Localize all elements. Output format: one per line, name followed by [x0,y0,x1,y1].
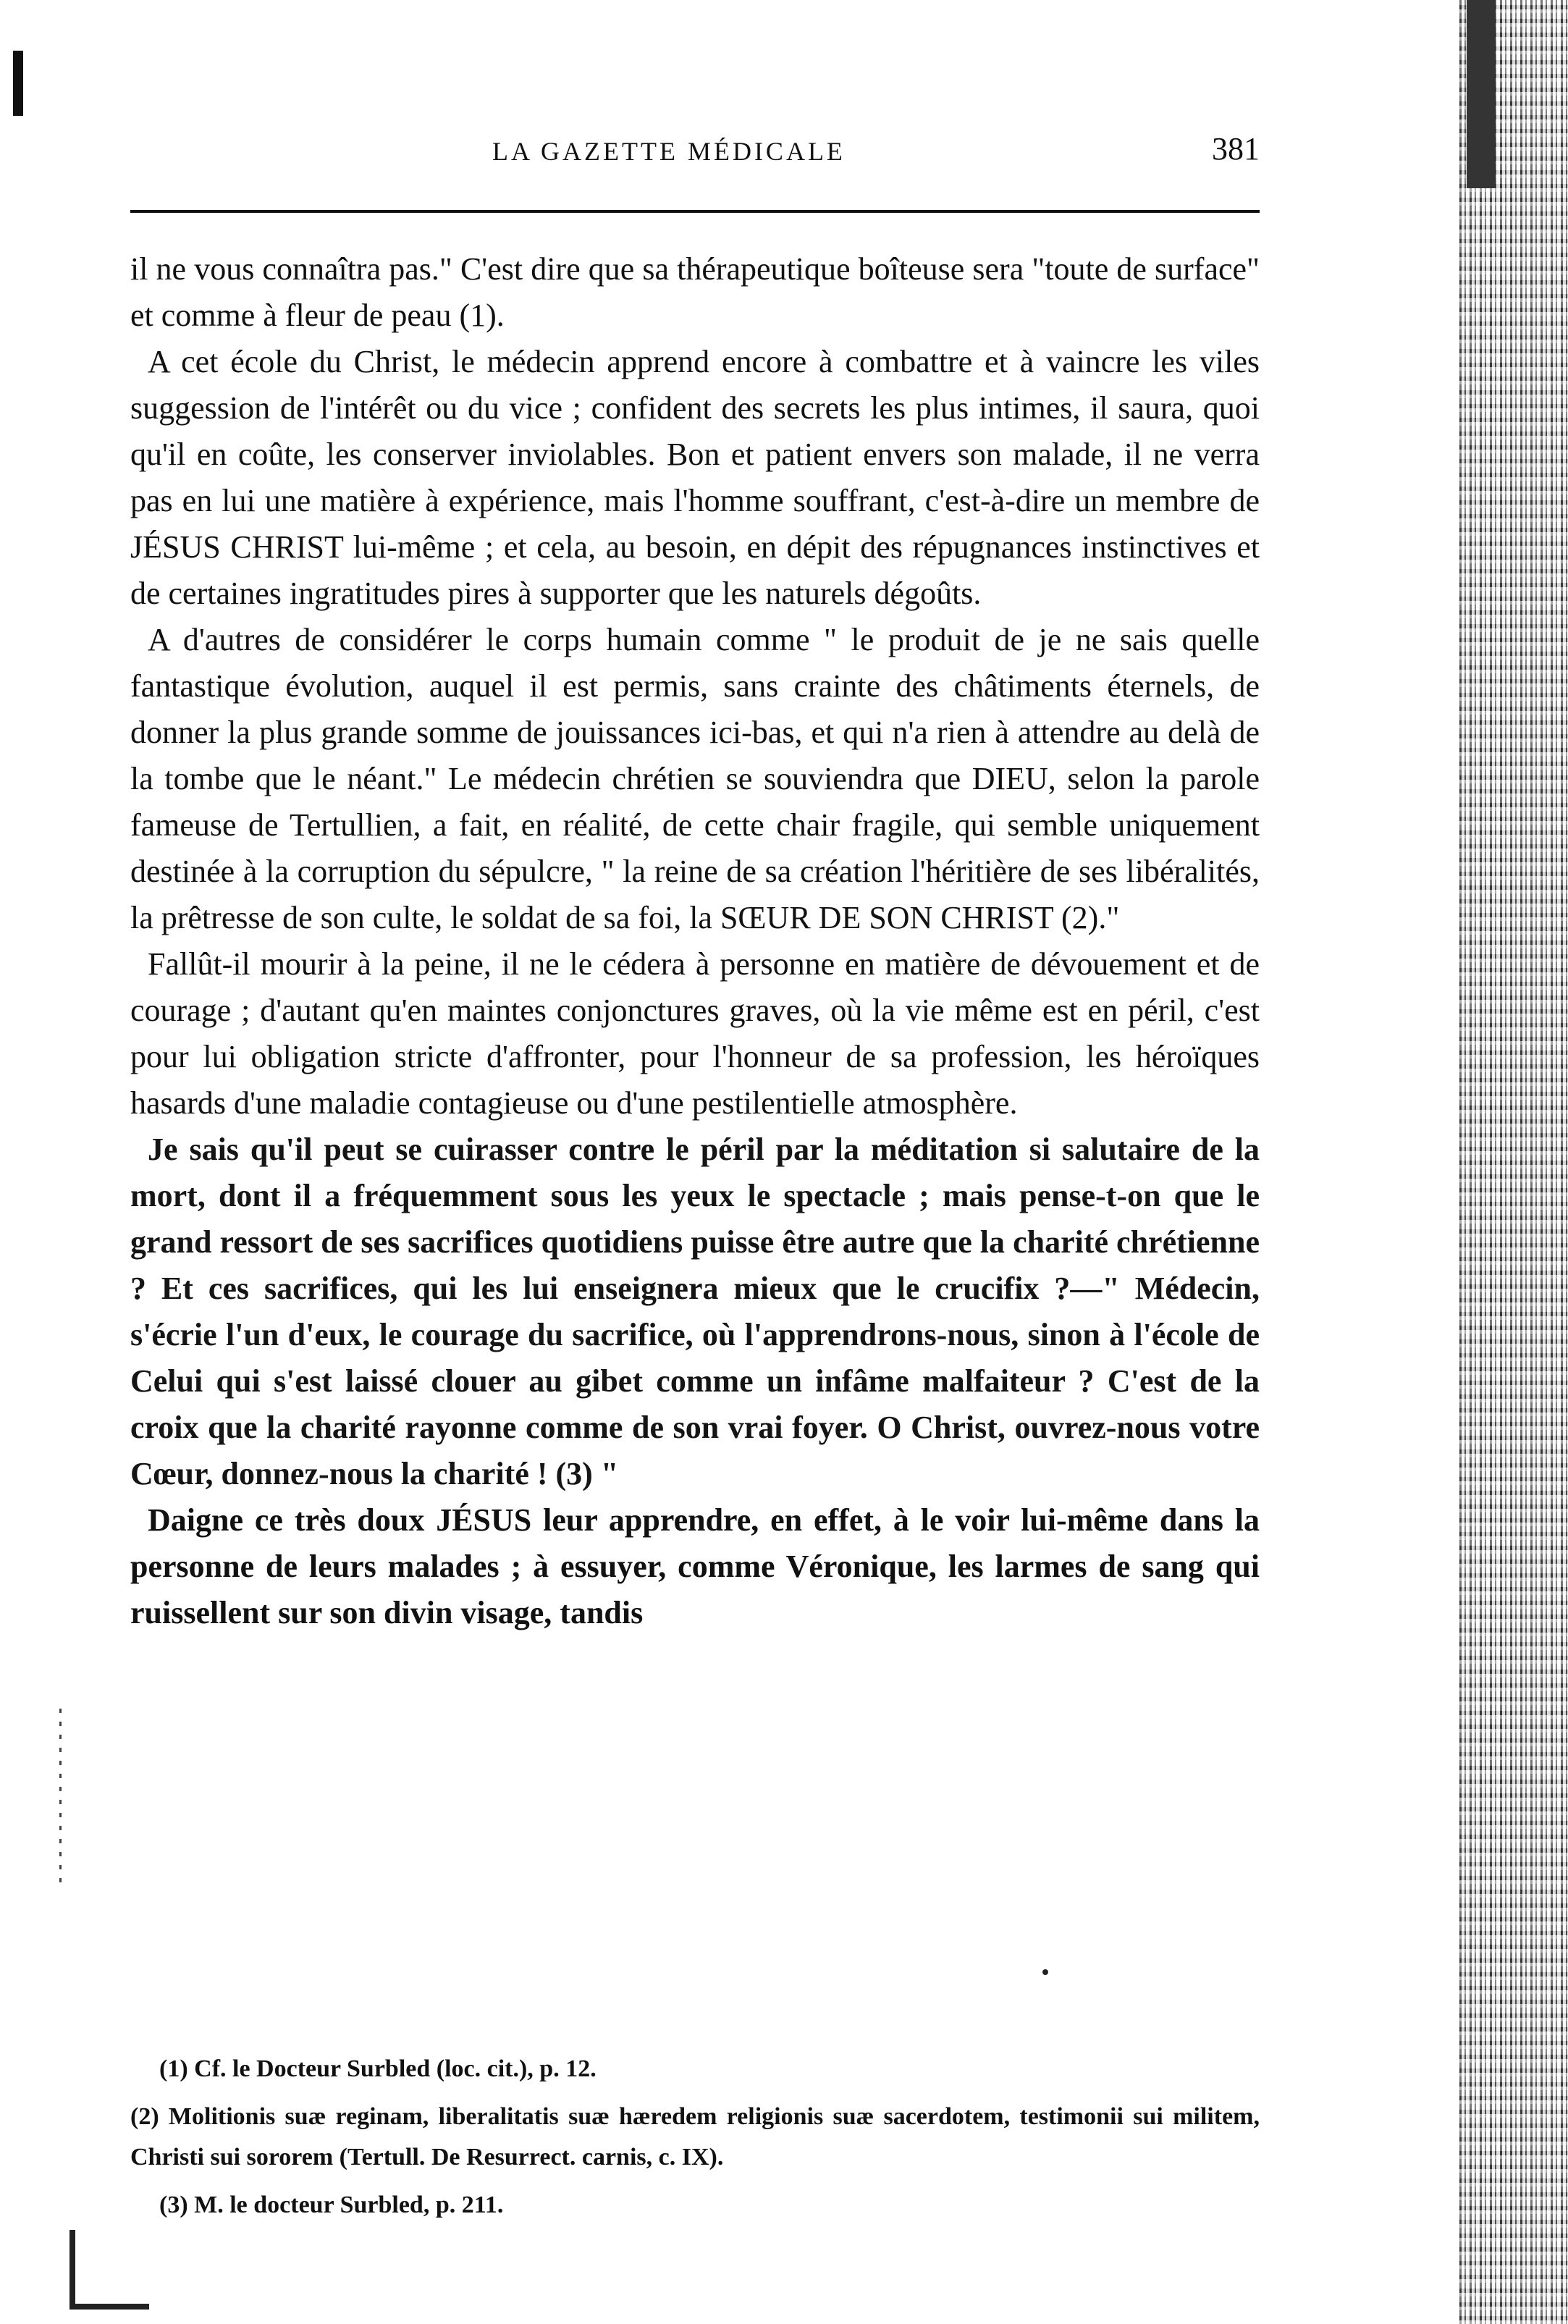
footnote: (1) Cf. le Docteur Surbled (loc. cit.), p. 12. [159,2055,597,2082]
paragraph: Daigne ce très doux JÉSUS leur apprendre, en effet, à le voir lui-même dans la personne de leurs malades ; à essuyer, comme Véronique, les larmes de sang qui ruissellent sur son divin visage, tandis [130,1502,1260,1630]
paragraph: Je sais qu'il peut se cuirasser contre le péril par la méditation si salutaire de la mort, dont il a fréquemment sous les yeux le spectacle ; mais pense-t-on que le grand ressort de ses sacrifices quotidiens puisse être autre que la charité chrétienne ? Et ces sacrifices, qui les lui enseignera mieux que le crucifix ?—" Médecin, s'écrie l'un d'eux, le courage du sacrifice, où l'apprendrons-nous, sinon à l'école de Celui qui s'est laissé clouer au gibet comme un infâme malfaiteur ? C'est de la croix que la charité rayonne comme de son vrai foyer. O Christ, ouvrez-nous votre Cœur, donnez-nous la charité ! (3) " [130,1132,1260,1491]
footnote: (3) M. le docteur Surbled, p. 211. [159,2192,504,2218]
body-text [130,246,1260,1636]
header-rule [130,210,1260,213]
scan-margin-dots [59,1709,62,1882]
running-title: LA GAZETTE MÉDICALE [492,137,846,166]
scan-binding-edge [1459,0,1568,2324]
page-number: 381 [1212,131,1260,167]
paragraph: Fallût-il mourir à la peine, il ne le cédera à personne en matière de dévouement et de courage ; d'autant qu'en maintes conjonctures graves, où la vie même est en péril, c'est pour lui obligation stricte d'affronter, pour l'honneur de sa profession, les héroïques hasards d'une maladie contagieuse ou d'une pestilentielle atmosphère. [130,946,1260,1121]
footnote: (2) Molitionis suæ reginam, liberalitatis suæ hæredem religionis suæ sacerdotem, testimonii sui militem, Christi sui sororem (Tertull. De Resurrect. carnis, c. IX). [130,2103,1260,2171]
scan-edge-mark [13,51,23,116]
stray-mark [1042,1969,1048,1975]
paragraph: il ne vous connaîtra pas." C'est dire que sa thérapeutique boîteuse sera "toute de surface" et comme à fleur de peau (1). [130,251,1260,333]
running-head [130,130,1260,188]
paragraph: A cet école du Christ, le médecin apprend encore à combattre et à vaincre les viles suggession de l'intérêt ou du vice ; confident des secrets les plus intimes, il saura, quoi qu'il en coûte, les conserver inviolables. Bon et patient envers son malade, il ne verra pas en lui une matière à expérience, mais l'homme souffrant, c'est-à-dire un membre de JÉSUS CHRIST lui-même ; et cela, au besoin, en dépit des répugnances instinctives et de certaines ingratitudes pires à supporter que les naturels dégoûts. [130,344,1260,611]
scan-corner-mark [69,2230,149,2317]
paragraph: A d'autres de considérer le corps humain comme " le produit de je ne sais quelle fantastique évolution, auquel il est permis, sans crainte des châtiments éternels, de donner la plus grande somme de jouissances ici-bas, et qui n'a rien à attendre au delà de la tombe que le néant." Le médecin chrétien se souviendra que DIEU, selon la parole fameuse de Tertullien, a fait, en réalité, de cette chair fragile, qui semble uniquement destinée à la corruption du sépulcre, " la reine de sa création l'héritière de ses libéralités, la prêtresse de son culte, le soldat de sa foi, la SŒUR DE SON CHRIST (2)." [130,622,1260,935]
footnotes [130,2049,1260,2233]
